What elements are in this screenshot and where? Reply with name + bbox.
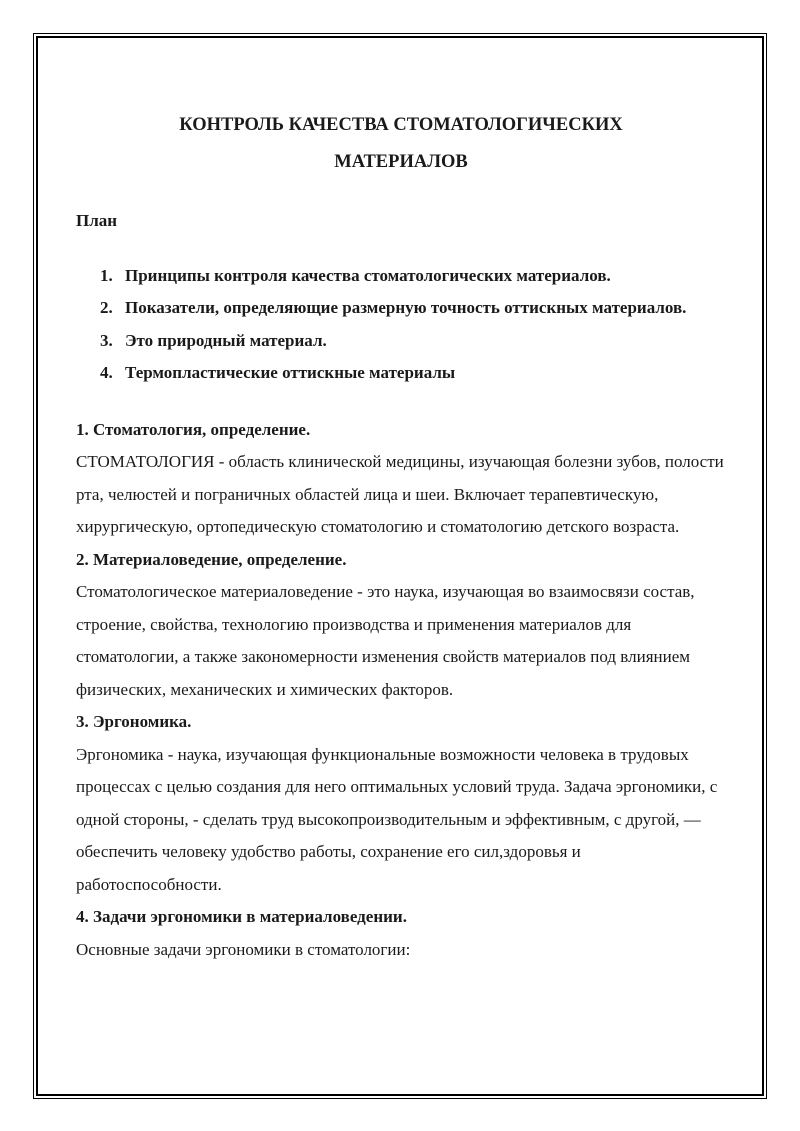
section-body: СТОМАТОЛОГИЯ - область клинической медицины, изучающая болезни зубов, полости рта, челюстей и пограничных областей лица и шеи. Включает терапевтическую, хирургическую, ортопедическую стоматологию и стоматологию детского возраста. — [76, 452, 724, 536]
plan-item — [76, 325, 726, 358]
section-body: Основные задачи эргономики в стоматологии: — [76, 939, 411, 959]
section-heading: 1. Стоматология, определение. — [76, 419, 311, 439]
plan-label: План — [76, 211, 118, 230]
title-line-2: МАТЕРИАЛОВ — [334, 152, 468, 172]
plan-item-text: Показатели, определяющие размерную точность оттискных материалов. — [125, 298, 687, 317]
section-heading: 4. Задачи эргономики в материаловедении. — [76, 907, 407, 926]
section-heading: 2. Материаловедение, определение. — [76, 549, 347, 569]
plan-item — [76, 357, 726, 390]
plan-list — [76, 260, 726, 390]
title-line-1: КОНТРОЛЬ КАЧЕСТВА СТОМАТОЛОГИЧЕСКИХ — [179, 115, 623, 135]
sections — [76, 414, 726, 967]
document-title — [76, 102, 726, 181]
plan-item — [76, 292, 726, 325]
section-heading: 3. Эргономика. — [76, 712, 192, 731]
plan-item-number: 1. — [100, 265, 113, 285]
plan-item-text: Принципы контроля качества стоматологических материалов. — [125, 265, 611, 285]
plan-item-number: 4. — [100, 363, 113, 382]
document-content — [76, 102, 726, 966]
section-body: Эргономика - наука, изучающая функциональные возможности человека в трудовых процессах с целью создания для него оптимальных условий труда. Задача эргономики, с одной стороны, - сделать труд высокопроизводительным и эффективным, с другой, — обеспечить человеку удобство работы, сохранение его сил,здоровья и работоспособности. — [76, 744, 718, 894]
plan-item-text: Это природный материал. — [125, 330, 327, 350]
plan-item-text: Термопластические оттискные материалы — [125, 363, 456, 382]
plan-item-number: 3. — [100, 330, 113, 350]
plan-item — [76, 260, 726, 293]
plan-item-number: 2. — [100, 298, 113, 317]
section-body: Стоматологическое материаловедение - это наука, изучающая во взаимосвязи состав, строение, свойства, технологию производства и применения материалов для стоматологии, а также закономерности изменения свойств материалов под влиянием физических, механических и химических факторов. — [76, 582, 695, 699]
